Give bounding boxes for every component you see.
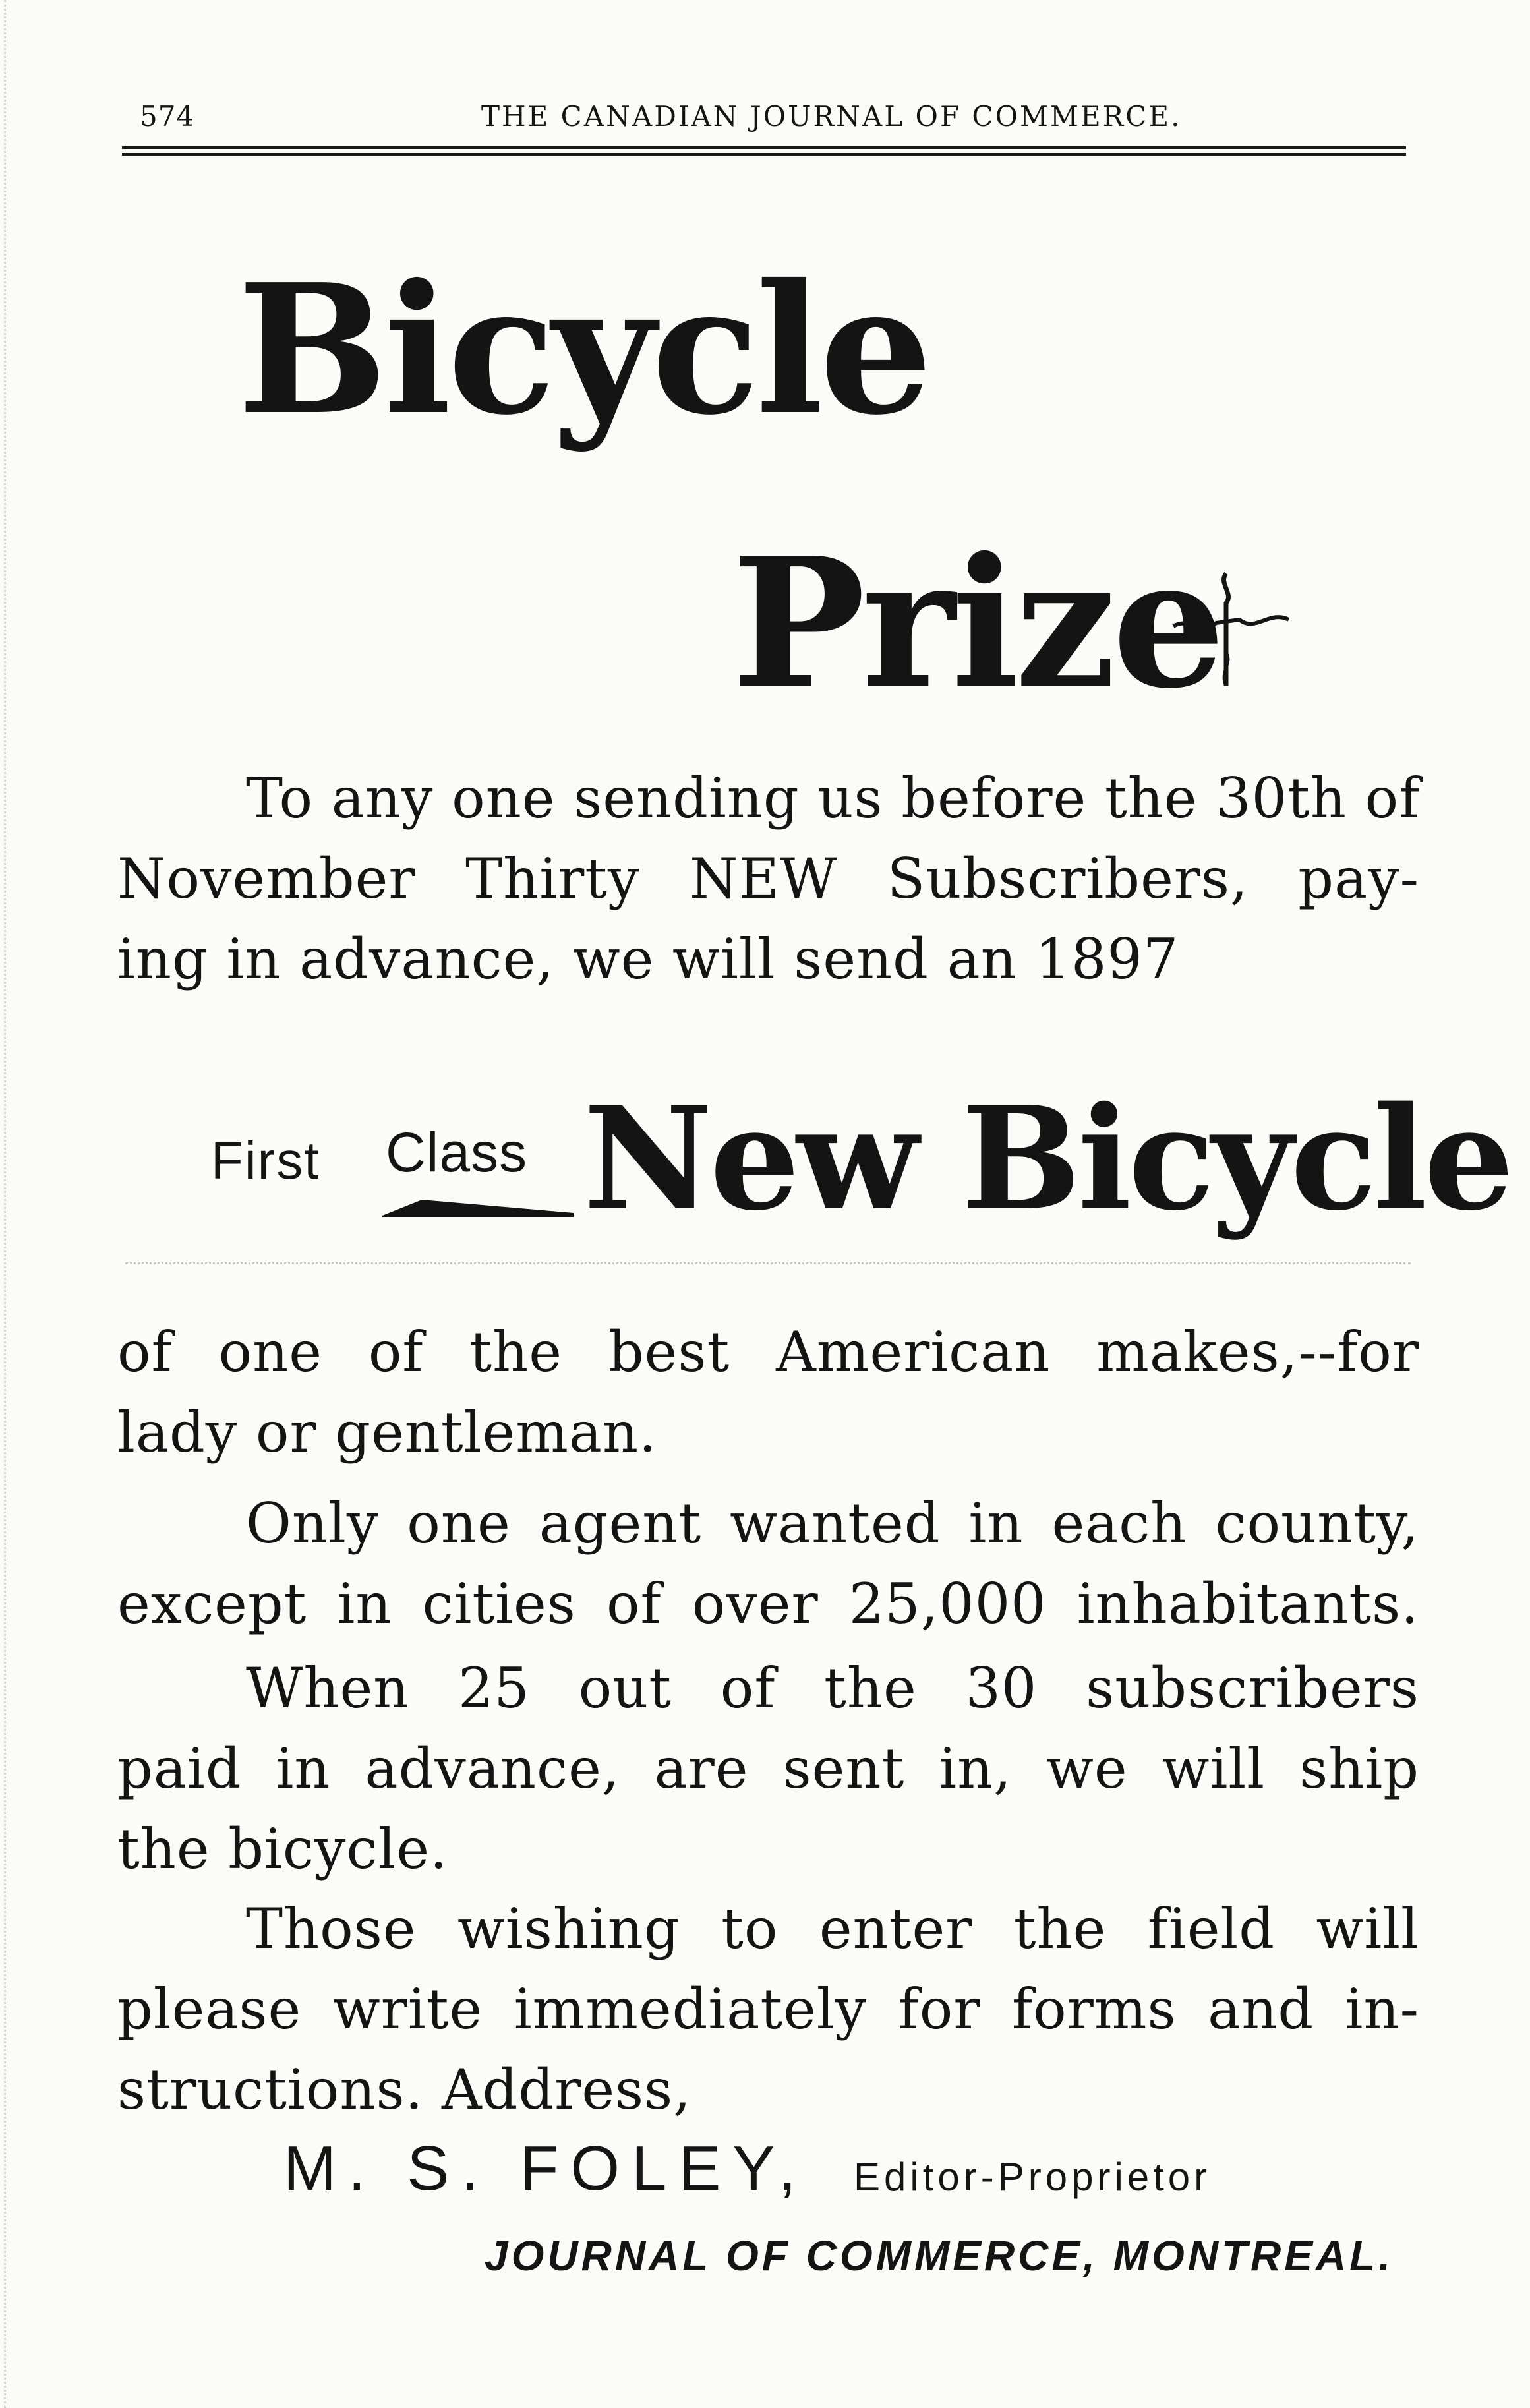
header-rule-bottom — [122, 153, 1406, 156]
headline-prize: Prize — [732, 518, 1221, 728]
shipping-line: the bicycle. — [117, 1817, 448, 1881]
running-head: THE CANADIAN JOURNAL OF COMMERCE. — [481, 100, 1182, 132]
agents-paragraph — [117, 1483, 1419, 1644]
page-edge-dots — [4, 0, 9, 2408]
intro-paragraph — [117, 758, 1419, 999]
makes-line: of one of the best American makes,--for — [117, 1320, 1419, 1384]
signature-title: Editor-Proprietor — [854, 2155, 1212, 2199]
headline-new-bicycle: New Bicycle — [583, 1075, 1511, 1242]
shipping-line: paid in advance, are sent in, we will ship — [117, 1736, 1419, 1801]
header-rule-top — [122, 146, 1406, 149]
agents-line: Only one agent wanted in each county, — [246, 1491, 1419, 1556]
intro-line: ing in advance, we will send an 1897 — [117, 927, 1179, 991]
dotted-divider — [125, 1262, 1411, 1264]
shipping-line: When 25 out of the 30 subscribers — [246, 1656, 1419, 1720]
page-number: 574 — [140, 100, 195, 132]
instructions-line: structions. Address, — [117, 2057, 691, 2122]
agents-line: except in cities of over 25,000 inhabitants. — [117, 1571, 1419, 1636]
class-underline-flourish — [382, 1193, 574, 1219]
first-label: First — [211, 1131, 320, 1190]
instructions-line: Those wishing to enter the field will — [246, 1896, 1419, 1961]
intro-line: November Thirty NEW Subscribers, pay- — [117, 846, 1419, 911]
flourish-cross-icon — [1160, 554, 1299, 699]
signature-name: M. S. FOLEY, — [283, 2133, 808, 2204]
makes-paragraph — [117, 1312, 1419, 1473]
shipping-paragraph — [117, 1648, 1419, 1889]
class-label: Class — [386, 1121, 528, 1183]
instructions-paragraph — [117, 1889, 1419, 2130]
headline-bicycle: Bicycle — [237, 245, 929, 454]
intro-line: To any one sending us before the 30th of — [246, 766, 1421, 831]
instructions-line: please write immediately for forms and in- — [117, 1977, 1419, 2041]
address-line: JOURNAL OF COMMERCE, MONTREAL. — [485, 2232, 1394, 2279]
makes-line: lady or gentleman. — [117, 1400, 657, 1465]
